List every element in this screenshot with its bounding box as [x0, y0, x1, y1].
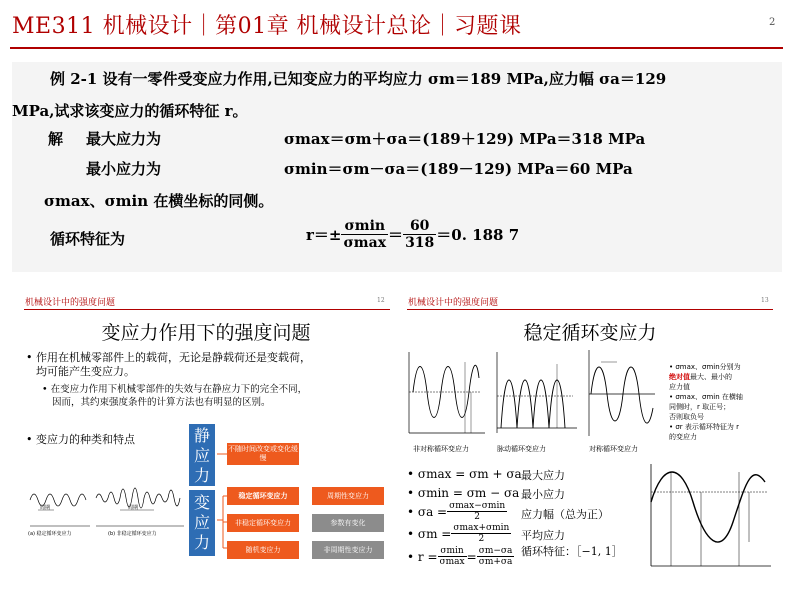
formula-max-stress: • σmax = σm + σa [407, 467, 522, 481]
ratio-label: 循环特征为 [50, 230, 126, 248]
left-slide-header: 机械设计中的强度问题 [25, 298, 116, 308]
note-2-line2: 同侧时，r 取正号； [669, 403, 731, 411]
max-stress-formula: σmax＝σm＋σa＝(189＋129) MPa＝318 MPa [284, 130, 646, 148]
ratio-result: ＝0. 188 7 [436, 226, 520, 244]
unstable-cyclic-box: 非稳定循环变应力 [227, 514, 299, 532]
f3-numerator: σmax−σmin [449, 501, 506, 511]
f4-fraction [451, 523, 511, 544]
title-divider [10, 47, 783, 49]
f5-fraction-2 [477, 546, 515, 567]
left-slide-divider [24, 309, 390, 310]
static-stress-label: 静应力 [189, 424, 215, 486]
right-slide-header: 机械设计中的强度问题 [408, 298, 499, 308]
f3-fraction [447, 501, 507, 522]
example-problem-line1: 例 2-1 设有一零件受变应力作用,已知变应力的平均应力 σm＝189 MPa,应力幅 σa＝129 [50, 70, 667, 88]
formula-min-stress: • σmin = σm − σa [407, 486, 520, 500]
left-slide-title: 变应力作用下的强度问题 [101, 322, 311, 344]
left-bullet-1-cont: 均可能产生变应力。 [36, 365, 135, 378]
f4-lhs: • σm = [407, 526, 452, 541]
f5-lhs: • r = [407, 549, 438, 564]
right-slide-page-number: 13 [761, 297, 769, 304]
right-slide-title: 稳定循环变应力 [523, 322, 657, 344]
f5-fraction-1 [438, 546, 467, 567]
formula-max-stress-note: 最大应力 [521, 469, 565, 482]
ratio-prefix: r＝± [306, 226, 342, 244]
f5-denominator-1: σmax [439, 557, 465, 567]
stress-cycle-diagram [641, 462, 773, 572]
left-slide-thumbnail [22, 290, 390, 590]
right-slide-thumbnail [405, 290, 775, 590]
random-stress-box: 随机变应力 [227, 541, 299, 559]
note-3-line1: • σr 表示循环特征为 r [669, 423, 739, 431]
formula-cycle-ratio [407, 546, 514, 567]
fig-a-caption: (a) 稳定循环变应力 [28, 531, 72, 537]
f5-numerator-2: σm−σa [478, 546, 513, 556]
formula-mean-note: 平均应力 [521, 529, 565, 542]
max-stress-label: 最大应力为 [86, 130, 162, 148]
note-1-highlight: 绝对值 [669, 373, 690, 381]
variable-stress-label: 变应力 [189, 490, 215, 556]
f5-numerator-1: σmin [438, 546, 467, 557]
formula-mean [407, 523, 511, 544]
f4-numerator: σmax+σmin [453, 523, 510, 533]
ratio-numeric-denominator: 318 [405, 235, 435, 251]
right-slide-divider [407, 309, 773, 310]
f4-denominator: 2 [478, 534, 485, 544]
parameter-change-box: 参数有变化 [312, 514, 384, 532]
fig-b-caption: (b) 非稳定循环变应力 [108, 531, 157, 537]
caption-asymmetric-cycle: 非对称循环变应力 [413, 445, 469, 453]
page-number: 2 [769, 17, 776, 28]
left-bullet-1: • 作用在机械零部件上的载荷，无论是静载荷还是变载荷， [26, 351, 311, 364]
static-stress-desc-box: 不随时间改变或变化缓慢 [227, 443, 299, 465]
min-stress-formula: σmin＝σm－σa＝(189－129) MPa＝60 MPa [284, 160, 633, 178]
ratio-fraction-symbolic [341, 218, 388, 251]
f3-lhs: • σa = [407, 504, 448, 519]
ratio-formula [306, 218, 519, 251]
example-2-1-block [12, 62, 782, 272]
note-1-rest: 最大、最小的 [690, 373, 732, 381]
note-1-line1: • σmax、σmin分别为 [669, 363, 741, 371]
formula-amplitude-note: 应力幅（总为正） [521, 508, 609, 521]
formula-amplitude [407, 501, 507, 522]
stable-cyclic-box: 稳定循环变应力 [227, 487, 299, 505]
left-slide-page-number: 12 [377, 297, 385, 304]
ratio-fraction-numeric [403, 218, 436, 251]
note-max-min-abs [669, 362, 743, 442]
cycle-diagrams [405, 348, 657, 440]
note-1-line2 [669, 372, 743, 382]
fig-b-period-label: 周期 [128, 505, 139, 511]
note-2-line3: 否则取负号 [669, 413, 704, 421]
note-2-line1: • σmax、σmin 在横轴 [669, 393, 743, 401]
left-sub-bullet-1: • 在变应力作用下机械零部件的失效与在静应力下的完全不同， [42, 384, 308, 395]
f3-denominator: 2 [474, 512, 480, 522]
formula-min-stress-note: 最小应力 [521, 488, 565, 501]
ratio-numeric-numerator: 60 [403, 218, 436, 235]
same-side-note: σmax、σmin 在横坐标的同侧。 [44, 192, 274, 210]
solution-label: 解 [48, 130, 64, 148]
min-stress-label: 最小应力为 [86, 160, 162, 178]
note-1-line3: 应力值 [669, 383, 690, 391]
ratio-numerator: σmin [341, 218, 388, 235]
example-problem-line2: MPa,试求该变应力的循环特征 r。 [12, 102, 248, 120]
f5-equals: = [466, 549, 477, 564]
fig-a-period-label: 周期 [40, 505, 51, 511]
slide-title: ME311 机械设计｜第01章 机械设计总论｜习题课 [12, 14, 522, 39]
f5-denominator-2: σm+σa [478, 557, 513, 567]
left-bullet-2: • 变应力的种类和特点 [26, 433, 135, 446]
formula-cycle-ratio-note: 循环特征：［−1, 1］ [521, 545, 623, 558]
note-3-line2: 的变应力 [669, 433, 697, 441]
caption-pulsating-cycle: 脉动循环变应力 [497, 445, 546, 453]
nonperiodic-stress-box: 非周期性变应力 [312, 541, 384, 559]
left-sub-bullet-1-cont: 因而，其约束强度条件的计算方法也有明显的区别。 [52, 397, 271, 408]
ratio-denominator: σmax [343, 235, 387, 251]
caption-symmetric-cycle: 对称循环变应力 [589, 445, 638, 453]
ratio-equals: ＝ [388, 226, 404, 244]
periodic-stress-box: 周期性变应力 [312, 487, 384, 505]
